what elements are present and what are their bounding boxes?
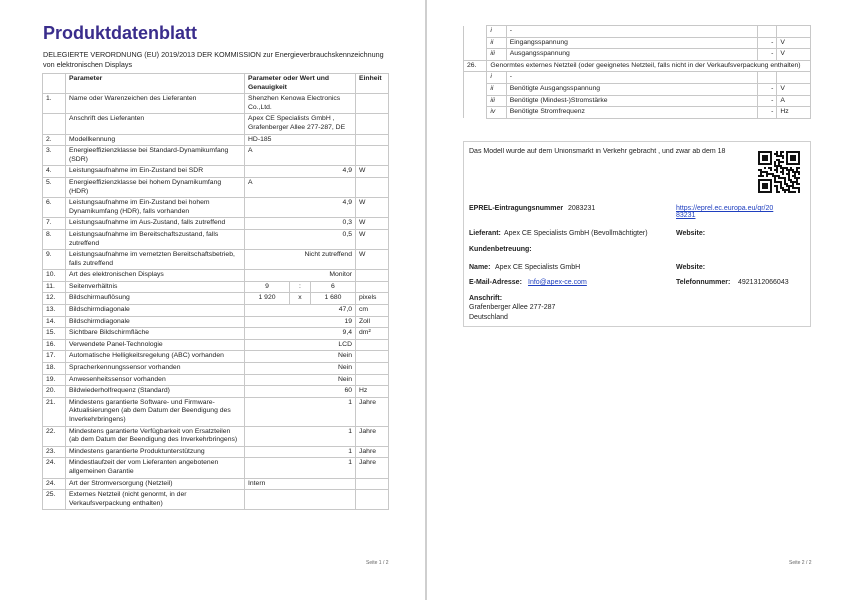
row-number: 10. — [43, 270, 66, 282]
sub-row-spacer — [464, 49, 487, 61]
sub-row-label: - — [506, 72, 757, 84]
lieferant-value: Apex CE Specialists GmbH (Bevollmächtigter) — [504, 230, 648, 237]
sub-row — [464, 72, 811, 84]
table-row — [43, 114, 389, 134]
row-value-1: 1 920 — [245, 293, 290, 305]
row-unit: Jahre — [356, 426, 389, 446]
row-unit — [356, 363, 389, 375]
row-parameter: Sichtbare Bildschirmfläche — [66, 328, 245, 340]
eprel-label: EPREL-Eintragungsnummer — [469, 205, 564, 212]
sub-row-spacer — [464, 72, 487, 84]
row-parameter: Bildwiederholfrequenz (Standard) — [66, 386, 245, 398]
sub-row-index: ii — [487, 37, 506, 49]
row-number: 25. — [43, 490, 66, 510]
row-number: 26. — [464, 60, 487, 72]
row-number: 20. — [43, 386, 66, 398]
table-row — [43, 397, 389, 426]
row-parameter: Art der Stromversorgung (Netzteil) — [66, 478, 245, 490]
table-row — [43, 281, 389, 293]
sub-row — [464, 107, 811, 119]
sub-row-index: iii — [487, 95, 506, 107]
row-unit: Jahre — [356, 458, 389, 478]
row-value: 9,4 — [245, 328, 356, 340]
row-parameter: Bildschirmauflösung — [66, 293, 245, 305]
table-header-row — [43, 74, 389, 94]
row-parameter: Leistungsaufnahme im Aus-Zustand, falls zutreffend — [66, 218, 245, 230]
row-number: 24. — [43, 478, 66, 490]
table-row — [43, 166, 389, 178]
table-row — [43, 270, 389, 282]
table-row — [43, 218, 389, 230]
anschrift-label: Anschrift: — [469, 295, 503, 302]
phone-label: Telefonnummer: — [676, 279, 731, 286]
row-value-2: 1 680 — [310, 293, 355, 305]
row-number: 7. — [43, 218, 66, 230]
row-value: Nein — [245, 351, 356, 363]
row-value: Intern — [245, 478, 356, 490]
row-number: 14. — [43, 316, 66, 328]
sub-row-value: - — [758, 95, 777, 107]
product-data-table — [42, 73, 389, 510]
sub-row-spacer — [464, 26, 487, 38]
row-unit — [356, 270, 389, 282]
sub-row-unit — [777, 72, 811, 84]
row-unit — [356, 351, 389, 363]
row-parameter: Name oder Warenzeichen des Lieferanten — [66, 94, 245, 114]
row-number: 15. — [43, 328, 66, 340]
sub-row — [464, 95, 811, 107]
row-unit: dm² — [356, 328, 389, 340]
row-value — [245, 490, 356, 510]
row-unit: W — [356, 229, 389, 249]
row-value-1: 9 — [245, 281, 290, 293]
sub-row-spacer — [464, 95, 487, 107]
website-label: Website: — [676, 230, 706, 237]
row-number: 3. — [43, 146, 66, 166]
sub-row-unit — [777, 26, 811, 38]
name-value: Apex CE Specialists GmbH — [495, 264, 581, 271]
row-value: Nein — [245, 374, 356, 386]
row-value-separator: x — [290, 293, 311, 305]
table-row — [43, 177, 389, 197]
row-number: 5. — [43, 177, 66, 197]
table-row — [43, 229, 389, 249]
row-number: 16. — [43, 339, 66, 351]
table-row — [464, 60, 811, 72]
sub-row-value: - — [758, 37, 777, 49]
row-number: 12. — [43, 293, 66, 305]
row-unit: Zoll — [356, 316, 389, 328]
row-number: 22. — [43, 426, 66, 446]
row-number: 8. — [43, 229, 66, 249]
sub-row-label: - — [506, 26, 757, 38]
phone-value: 4921312066043 — [738, 279, 789, 286]
row-value: 60 — [245, 386, 356, 398]
table-row — [43, 351, 389, 363]
row-unit — [356, 146, 389, 166]
market-info-box — [463, 141, 811, 327]
row-parameter: Modellkennung — [66, 134, 245, 146]
row-unit — [356, 94, 389, 114]
table-row — [43, 293, 389, 305]
qr-code-icon — [758, 151, 800, 193]
row-parameter: Leistungsaufnahme im Ein-Zustand bei hohem Dynamikumfang (HDR), falls vorhanden — [66, 198, 245, 218]
sub-row — [464, 37, 811, 49]
market-date-text: Das Modell wurde auf dem Unionsmarkt in Verkehr gebracht , und zwar ab dem 18 — [469, 148, 726, 155]
row-unit — [356, 490, 389, 510]
sub-row — [464, 49, 811, 61]
table-row — [43, 490, 389, 510]
row-value-separator: : — [290, 281, 311, 293]
row-number: 24. — [43, 458, 66, 478]
row-number: 6. — [43, 198, 66, 218]
sub-row-index: iii — [487, 49, 506, 61]
row-number: 17. — [43, 351, 66, 363]
sub-row-index: i — [487, 72, 506, 84]
document-title: Produktdatenblatt — [43, 23, 198, 43]
row-number: 11. — [43, 281, 66, 293]
row-unit: Jahre — [356, 446, 389, 458]
row-unit: cm — [356, 305, 389, 317]
email-label: E-Mail-Adresse: — [469, 279, 522, 286]
row-value: A — [245, 177, 356, 197]
sub-row-unit: V — [777, 49, 811, 61]
row-parameter: Verwendete Panel-Technologie — [66, 339, 245, 351]
sub-row-value: - — [758, 83, 777, 95]
row-parameter: Genormtes externes Netzteil (oder geeignetes Netzteil, falls nicht in der Verkaufsverpackung enthalten) — [487, 60, 811, 72]
sub-row-unit: A — [777, 95, 811, 107]
sub-row-value: - — [758, 49, 777, 61]
row-value: 1 — [245, 458, 356, 478]
header-number — [43, 74, 66, 94]
row-parameter: Mindestens garantierte Verfügbarkeit von Ersatzteilen (ab dem Datum der Beendigung des Inverkehrbringens) — [66, 426, 245, 446]
sub-row-value: - — [758, 107, 777, 119]
sub-row-spacer — [464, 83, 487, 95]
row-value: Nein — [245, 363, 356, 375]
row-parameter: Mindestens garantierte Produktunterstützung — [66, 446, 245, 458]
row-unit — [356, 134, 389, 146]
row-unit: pixels — [356, 293, 389, 305]
row-unit: W — [356, 250, 389, 270]
row-value: Nicht zutreffend — [245, 250, 356, 270]
table-row — [43, 198, 389, 218]
row-number: 9. — [43, 250, 66, 270]
table-row — [43, 328, 389, 340]
table-row — [43, 426, 389, 446]
table-row — [43, 446, 389, 458]
table-row — [43, 305, 389, 317]
header-value: Parameter oder Wert und Genauigkeit — [245, 74, 356, 94]
row-parameter: Anwesenheitssensor vorhanden — [66, 374, 245, 386]
row-number: 1. — [43, 94, 66, 114]
row-value: HD-185 — [245, 134, 356, 146]
row-parameter: Bildschirmdiagonale — [66, 316, 245, 328]
row-parameter: Leistungsaufnahme im Ein-Zustand bei SDR — [66, 166, 245, 178]
table-row — [43, 250, 389, 270]
sub-row — [464, 26, 811, 38]
table-row — [43, 386, 389, 398]
row-value: 19 — [245, 316, 356, 328]
row-value: 1 — [245, 397, 356, 426]
sub-row-value — [758, 72, 777, 84]
row-number: 13. — [43, 305, 66, 317]
sub-row-spacer — [464, 107, 487, 119]
row-parameter: Anschrift des Lieferanten — [66, 114, 245, 134]
row-value: 4,9 — [245, 198, 356, 218]
row-parameter: Bildschirmdiagonale — [66, 305, 245, 317]
page-number-2: Seite 2 / 2 — [789, 560, 812, 566]
sub-row — [464, 83, 811, 95]
row-value: 1 — [245, 446, 356, 458]
row-unit — [356, 177, 389, 197]
row-number: 19. — [43, 374, 66, 386]
row-parameter: Leistungsaufnahme im vernetzten Bereitschaftsbetrieb, falls zutreffend — [66, 250, 245, 270]
header-unit: Einheit — [356, 74, 389, 94]
sub-row-label: Benötigte (Mindest-)Stromstärke — [506, 95, 757, 107]
row-unit: Hz — [356, 386, 389, 398]
row-number: 4. — [43, 166, 66, 178]
table-row — [43, 458, 389, 478]
page-number: Seite 1 / 2 — [366, 560, 389, 566]
sub-row-label: Eingangsspannung — [506, 37, 757, 49]
name-label: Name: — [469, 264, 491, 271]
row-parameter: Mindestens garantierte Software- und Firmware-Aktualisierungen (ab dem Datum der Beendigung des Inverkehrbringens) — [66, 397, 245, 426]
row-parameter: Seitenverhältnis — [66, 281, 245, 293]
row-number: 21. — [43, 397, 66, 426]
row-unit — [356, 281, 389, 293]
eprel-number: 2083231 — [568, 205, 596, 212]
row-value: 0,5 — [245, 229, 356, 249]
sub-row-label: Ausgangsspannung — [506, 49, 757, 61]
row-parameter: Energieeffizienzklasse bei Standard-Dynamikumfang (SDR) — [66, 146, 245, 166]
row-unit: W — [356, 198, 389, 218]
sub-row-unit: Hz — [777, 107, 811, 119]
row-parameter: Automatische Helligkeitsregelung (ABC) vorhanden — [66, 351, 245, 363]
table-row — [43, 374, 389, 386]
row-parameter: Mindestlaufzeit der vom Lieferanten angebotenen allgemeinen Garantie — [66, 458, 245, 478]
row-value: 0,3 — [245, 218, 356, 230]
row-value: LCD — [245, 339, 356, 351]
row-unit — [356, 339, 389, 351]
table-row — [43, 146, 389, 166]
sub-row-unit: V — [777, 37, 811, 49]
row-unit: W — [356, 166, 389, 178]
continuation-table — [463, 25, 811, 119]
table-row — [43, 316, 389, 328]
eprel-link-part1[interactable]: https://eprel.ec.europa.eu/qr/20 — [676, 205, 774, 212]
email-link[interactable]: Info@apex-ce.com — [528, 279, 587, 286]
eprel-link-part2[interactable]: 83231 — [676, 212, 696, 219]
anschrift-line1: Grafenberger Allee 277-287 — [469, 304, 556, 311]
row-value: 1 — [245, 426, 356, 446]
sub-row-spacer — [464, 37, 487, 49]
table-row — [43, 134, 389, 146]
website-label-2: Website: — [676, 264, 706, 271]
lieferant-label: Lieferant: — [469, 230, 501, 237]
row-parameter: Leistungsaufnahme im Bereitschaftszustand, falls zutreffend — [66, 229, 245, 249]
eprel-link[interactable] — [676, 205, 773, 219]
row-parameter: Energieeffizienzklasse bei hohem Dynamikumfang (HDR) — [66, 177, 245, 197]
sub-row-index: iv — [487, 107, 506, 119]
sub-row-index: ii — [487, 83, 506, 95]
row-value: 4,9 — [245, 166, 356, 178]
sub-row-unit: V — [777, 83, 811, 95]
kundenbetreuung-label: Kundenbetreuung: — [469, 246, 532, 253]
anschrift-line2: Deutschland — [469, 314, 508, 321]
row-value: Monitor — [245, 270, 356, 282]
row-value: 47,0 — [245, 305, 356, 317]
table-row — [43, 94, 389, 114]
row-unit — [356, 478, 389, 490]
sub-row-label: Benötigte Ausgangsspannung — [506, 83, 757, 95]
document-subtitle: DELEGIERTE VERORDNUNG (EU) 2019/2013 DER KOMMISSION zur Energieverbrauchskennzeichnung von elektronischen Displays — [43, 50, 384, 69]
table-row — [43, 478, 389, 490]
row-value: Shenzhen Kenowa Electronics Co.,Ltd. — [245, 94, 356, 114]
table-row — [43, 339, 389, 351]
row-unit — [356, 374, 389, 386]
row-unit: Jahre — [356, 397, 389, 426]
row-number — [43, 114, 66, 134]
table-row — [43, 363, 389, 375]
row-unit: W — [356, 218, 389, 230]
row-unit — [356, 114, 389, 134]
sub-row-label: Benötigte Stromfrequenz — [506, 107, 757, 119]
row-number: 23. — [43, 446, 66, 458]
row-number: 18. — [43, 363, 66, 375]
row-number: 2. — [43, 134, 66, 146]
sub-row-value — [758, 26, 777, 38]
row-parameter: Externes Netzteil (nicht genormt, in der Verkaufsverpackung enthalten) — [66, 490, 245, 510]
row-value: Apex CE Specialists GmbH , Grafenberger Allee 277-287, DE — [245, 114, 356, 134]
row-parameter: Art des elektronischen Displays — [66, 270, 245, 282]
row-parameter: Spracherkennungssensor vorhanden — [66, 363, 245, 375]
row-value: A — [245, 146, 356, 166]
header-parameter: Parameter — [66, 74, 245, 94]
sub-row-index: i — [487, 26, 506, 38]
row-value-2: 6 — [310, 281, 355, 293]
